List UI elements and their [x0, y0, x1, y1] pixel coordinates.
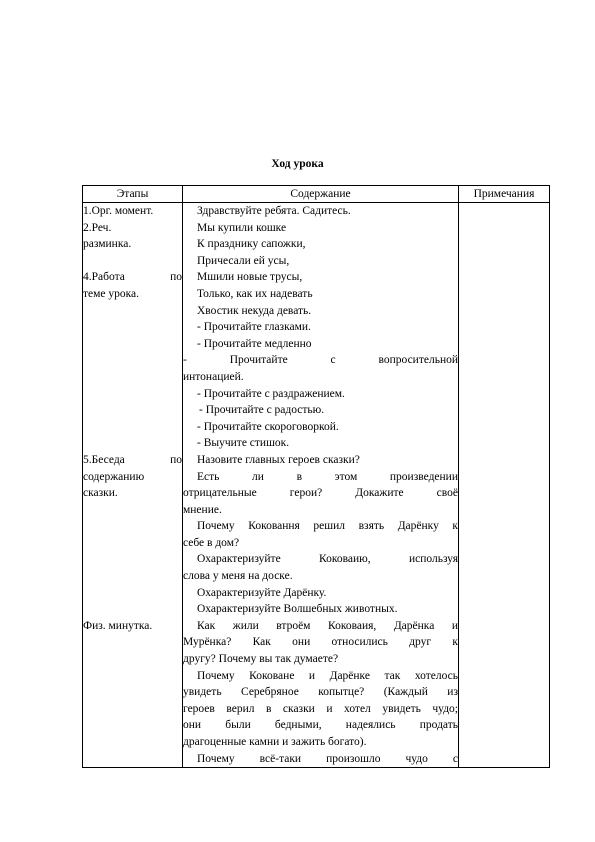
- header-notes: Примечания: [459, 186, 550, 203]
- stages-cell: [83, 203, 183, 768]
- content-line: - Прочитайте с раздражением.: [197, 387, 345, 400]
- content-line: Назовите главных героев сказки?: [197, 453, 360, 466]
- content-line: Хвостик некуда девать.: [197, 304, 312, 317]
- stage-line: [83, 336, 182, 353]
- content-line: Здравствуйте ребята. Садитесь.: [197, 205, 351, 217]
- stage-line: [83, 502, 182, 519]
- stage-line: [83, 518, 182, 535]
- stage-line: 1.Орг. момент.: [83, 205, 154, 217]
- stage-line: [83, 253, 182, 270]
- content-line: Почему всё-таки произошло чудо с: [197, 752, 458, 765]
- content-line: Как жили втроём Коковаия, Дарёнка и: [197, 619, 458, 632]
- content-line: Охарактеризуйте Дарёнку.: [197, 586, 327, 599]
- content-line: Есть ли в этом произведении: [197, 470, 458, 483]
- content-line: Охарактеризуйте Коковаию, используя: [197, 553, 458, 566]
- content-line: себе в дом?: [183, 536, 240, 549]
- content-cell: [183, 203, 459, 768]
- content-line: Мшили новые трусы,: [197, 271, 303, 284]
- content-line: - Прочитайте медленно: [197, 337, 312, 350]
- header-content: Содержание: [183, 186, 459, 203]
- content-line: Почему Коковання решил взять Дарёнку к: [197, 520, 458, 533]
- stage-line: [83, 402, 182, 419]
- stage-line: [83, 303, 182, 320]
- stage-line: 4.Работа по: [83, 271, 182, 284]
- content-line: увидеть Серебряное копытце? (Каждый из: [183, 686, 458, 699]
- stage-line: [83, 352, 182, 369]
- table-row: [83, 203, 550, 768]
- notes-cell: [459, 203, 550, 768]
- stage-line: [83, 551, 182, 568]
- stage-line: [83, 319, 182, 336]
- content-line: К празднику сапожки,: [197, 238, 306, 251]
- stage-line: [83, 386, 182, 403]
- stage-line: разминка.: [83, 238, 132, 251]
- content-line: героев верил в сказки и хотел увидеть чудо;: [183, 702, 458, 715]
- content-line: Охарактеризуйте Волшебных животных.: [197, 603, 398, 616]
- stage-line: Физ. минутка.: [83, 619, 153, 632]
- stage-line: [83, 419, 182, 436]
- content-line: драгоценные камни и зажить богато).: [183, 736, 367, 748]
- content-line: - Прочитайте с вопросительной: [183, 354, 458, 367]
- content-line: Причесали ей усы,: [197, 254, 290, 267]
- content-line: интонацией.: [183, 370, 244, 383]
- stage-line: 2.Реч.: [83, 221, 112, 234]
- stage-line: содержанию: [83, 470, 145, 483]
- content-line: другу? Почему вы так думаете?: [183, 653, 339, 666]
- content-line: мнение.: [183, 503, 222, 516]
- stage-line: [83, 568, 182, 585]
- table-header-row: [83, 186, 550, 203]
- stage-line: 5.Беседа по: [83, 453, 182, 466]
- content-line: они были бедными, надеялись продать: [183, 719, 458, 732]
- content-line: Мы купили кошке: [197, 221, 287, 234]
- content-line: Почему Коковане и Дарёнке так хотелось: [197, 669, 458, 682]
- stage-line: сказки.: [83, 487, 118, 500]
- content-line: Мурёнка? Как они относились друг к: [183, 636, 458, 649]
- header-stages: Этапы: [83, 186, 183, 203]
- lesson-table: [82, 185, 550, 768]
- stage-line: [83, 435, 182, 452]
- stage-line: [83, 601, 182, 618]
- content-line: - Прочитайте скороговоркой.: [197, 420, 339, 433]
- content-line: отрицательные герои? Докажите своё: [183, 487, 458, 500]
- content-line: - Прочитайте глазками.: [197, 321, 311, 334]
- stage-line: [83, 369, 182, 386]
- stage-line: [83, 585, 182, 602]
- stage-line: теме урока.: [83, 287, 140, 300]
- content-line: - Выучите стишок.: [197, 437, 290, 450]
- content-line: Только, как их надевать: [197, 287, 313, 300]
- content-line: - Прочитайте с радостью.: [199, 404, 325, 417]
- stage-line: [83, 535, 182, 552]
- content-line: слова у меня на доске.: [183, 570, 293, 583]
- page-title: Ход урока: [271, 158, 324, 170]
